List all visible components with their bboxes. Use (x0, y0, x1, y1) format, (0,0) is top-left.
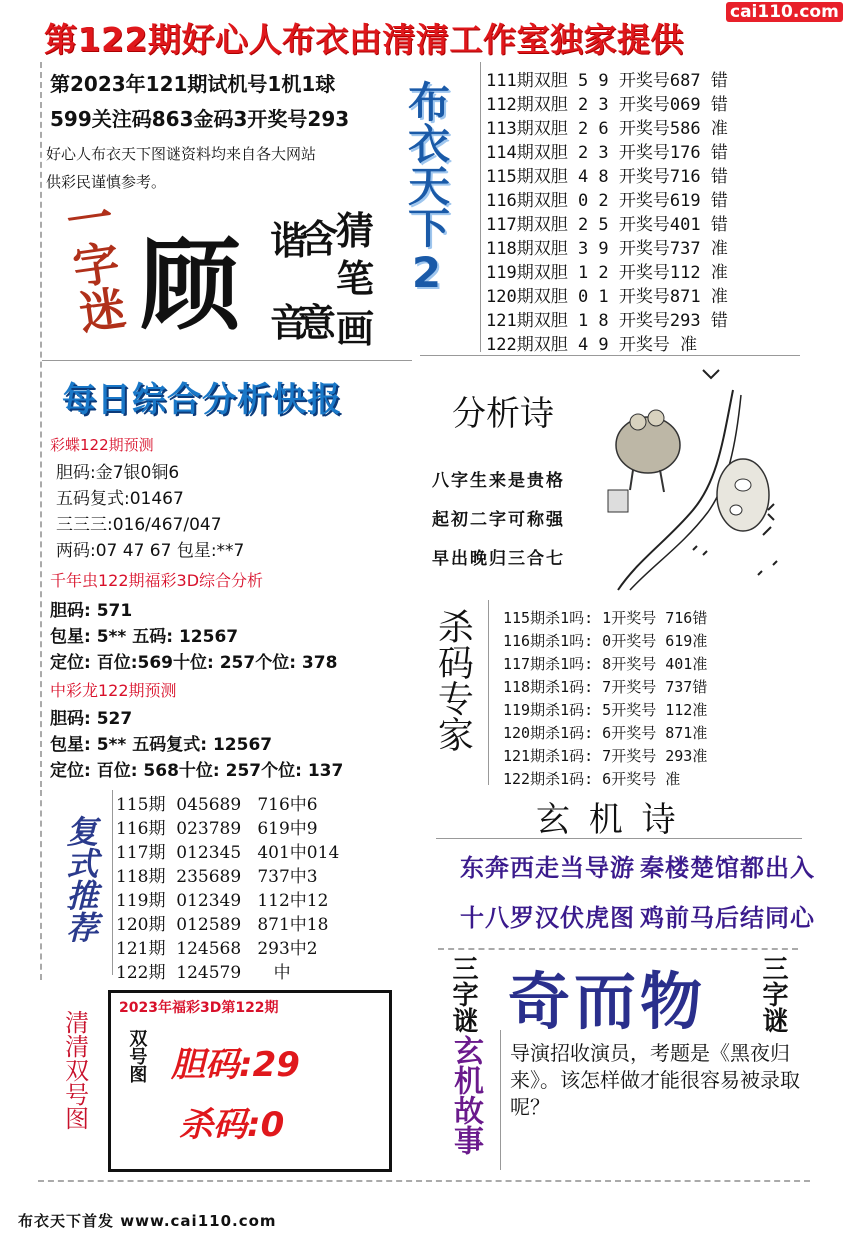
fushi-row: 120期 012589 871中18 (116, 915, 329, 935)
prediction-line: 包星: 5** 五码: 12567 (50, 627, 239, 647)
prediction-line: 定位: 百位:569十位: 257个位: 378 (50, 653, 338, 673)
history-row (486, 210, 728, 235)
history-text: 117期双胆 2 5 开奖号401 (486, 215, 701, 235)
divider (420, 355, 800, 356)
prediction-line: 胆码: 571 (50, 601, 133, 621)
divider (42, 360, 412, 361)
history-result: 准 (710, 287, 728, 307)
xuanji-line: 东奔西走当导游 (460, 854, 635, 882)
history-row (486, 66, 728, 91)
footer-text[interactable]: 布衣天下首发 www.cai110.com (18, 1212, 277, 1230)
dan-code: 胆码:29 (171, 1045, 300, 1085)
riddle-hint: 谐 (270, 218, 309, 263)
xuanji-line: 秦楼楚馆都出入 (640, 854, 815, 882)
history-text: 122期双胆 4 9 开奖号 (486, 335, 681, 355)
history-result: 错 (710, 71, 728, 91)
section-title: 千年虫122期福彩3D综合分析 (50, 571, 264, 590)
riddle-char: 顾 (140, 226, 240, 344)
shuanghao-card (108, 990, 392, 1172)
history-result: 错 (710, 311, 728, 331)
prediction-line: 定位: 百位: 568十位: 257个位: 137 (50, 761, 344, 781)
intro-line-1: 第2023年121期试机号1机1球 (50, 72, 336, 96)
history-row (486, 162, 728, 187)
prediction-line: 两码:07 47 67 包星:**7 (56, 541, 245, 561)
history-row (486, 90, 728, 115)
story-text: 导演招收演员，考题是《黑夜归来》。该怎样做才能很容易被录取呢？ (510, 1041, 800, 1119)
card-side-label: 双号图 (126, 1029, 148, 1083)
poem-line: 八字生来是贵格 (432, 471, 565, 491)
prediction-line: 三三三:016/467/047 (56, 515, 222, 535)
riddle-hint: 含 (300, 216, 339, 261)
poem-line: 早出晚归三合七 (432, 549, 565, 569)
history-text: 121期双胆 1 8 开奖号293 (486, 311, 701, 331)
kill-row: 116期杀1吗: 0开奖号 619准 (503, 632, 708, 650)
kill-row: 122期杀1码: 6开奖号 准 (503, 770, 681, 788)
story-label: 玄机故事 (448, 1035, 483, 1155)
site-logo[interactable]: cai110.com (726, 2, 843, 22)
fushi-label: 复式推荐 (61, 815, 100, 943)
history-result: 错 (710, 143, 728, 163)
intro-line-3: 好心人布衣天下图谜资料均来自各大网站 (46, 145, 317, 163)
left-border (40, 62, 42, 787)
fushi-row: 121期 124568 293中2 (116, 939, 318, 959)
history-text: 120期双胆 0 1 开奖号871 (486, 287, 701, 307)
riddle-hint: 音 (270, 300, 309, 345)
fushi-row: 118期 235689 737中3 (116, 867, 318, 887)
riddle-hint: 意 (298, 300, 337, 345)
history-result: 准 (710, 239, 728, 259)
history-text: 111期双胆 5 9 开奖号687 (486, 71, 701, 91)
xuanji-line: 十八罗汉伏虎图 (460, 904, 635, 932)
fushi-row: 119期 012349 112中12 (116, 891, 329, 911)
riddle-hints (270, 200, 380, 360)
card-title: 2023年福彩3D第122期 (119, 1000, 279, 1016)
divider (112, 790, 113, 975)
history-row (486, 138, 728, 163)
left-border-lower (40, 790, 42, 980)
history-text: 115期双胆 4 8 开奖号716 (486, 167, 701, 187)
divider (436, 838, 802, 839)
history-row (486, 186, 728, 211)
history-row (486, 258, 728, 283)
sanzi-label-right: 三字谜 (758, 955, 788, 1033)
fushi-row: 122期 124579 中 (116, 963, 291, 983)
fushi-row: 115期 045689 716中6 (116, 795, 318, 815)
sanzi-label-left: 三字谜 (448, 955, 478, 1033)
fushi-row: 117期 012345 401中014 (116, 843, 340, 863)
poem-line: 起初二字可称强 (432, 510, 565, 530)
history-text: 114期双胆 2 3 开奖号176 (486, 143, 701, 163)
history-result: 错 (710, 191, 728, 211)
xuanji-line: 鸡前马后结同心 (640, 904, 815, 932)
sha-code: 杀码:0 (179, 1105, 285, 1145)
history-result: 错 (710, 167, 728, 187)
riddle-label: 一字迷 (56, 191, 130, 337)
intro-line-2: 599关注码863金码3开奖号293 (50, 107, 350, 131)
shuanghao-label: 清清双号图 (60, 1010, 89, 1130)
illustration-sketch (598, 360, 798, 595)
kill-row: 118期杀1码: 7开奖号 737错 (503, 678, 708, 696)
kill-row: 119期杀1码: 5开奖号 112准 (503, 701, 708, 719)
section-title: 彩蝶122期预测 (50, 436, 154, 454)
divider (500, 1030, 501, 1170)
section-title: 中彩龙122期预测 (50, 681, 177, 700)
kill-row: 121期杀1码: 7开奖号 293准 (503, 747, 708, 765)
kill-row: 117期杀1吗: 8开奖号 401准 (503, 655, 708, 673)
prediction-line: 包星: 5** 五码复式: 12567 (50, 735, 273, 755)
riddle-hint: 笔 (336, 256, 375, 301)
intro-line-4: 供彩民谨慎参考。 (46, 173, 167, 191)
kill-row: 115期杀1吗: 1开奖号 716错 (503, 609, 708, 627)
poem-title: 分析诗 (452, 394, 554, 434)
fushi-row: 116期 023789 619中9 (116, 819, 318, 839)
history-result: 准 (680, 335, 698, 355)
history-result: 错 (710, 215, 728, 235)
history-text: 119期双胆 1 2 开奖号112 (486, 263, 701, 283)
sanzi-word: 奇而物 (508, 965, 707, 1038)
divider (480, 62, 481, 352)
prediction-line: 胆码: 527 (50, 709, 133, 729)
history-row (486, 306, 728, 331)
riddle-hint: 猜 (336, 208, 375, 253)
history-text: 113期双胆 2 6 开奖号586 (486, 119, 701, 139)
history-text: 112期双胆 2 3 开奖号069 (486, 95, 701, 115)
divider (438, 948, 798, 950)
page-title: 第122期好心人布衣由清清工作室独家提供 (44, 20, 684, 59)
kill-label: 杀码专家 (432, 608, 474, 752)
history-row (486, 234, 728, 259)
footer-divider (38, 1180, 810, 1182)
prediction-line: 五码复式:01467 (56, 489, 184, 509)
brand-vertical: 布衣天下2 (402, 80, 451, 297)
xuanji-title: 玄 机 诗 (536, 800, 680, 840)
kill-row: 120期杀1码: 6开奖号 871准 (503, 724, 708, 742)
history-row (486, 114, 728, 139)
history-result: 准 (710, 263, 728, 283)
history-result: 错 (710, 95, 728, 115)
divider (488, 600, 489, 785)
prediction-line: 胆码:金7银0铜6 (56, 463, 180, 483)
riddle-hint: 画 (336, 306, 375, 351)
daily-banner: 每日综合分析快报 (62, 380, 342, 420)
history-text: 116期双胆 0 2 开奖号619 (486, 191, 701, 211)
history-row (486, 330, 697, 355)
history-result: 准 (710, 119, 728, 139)
history-row (486, 282, 728, 307)
history-text: 118期双胆 3 9 开奖号737 (486, 239, 701, 259)
